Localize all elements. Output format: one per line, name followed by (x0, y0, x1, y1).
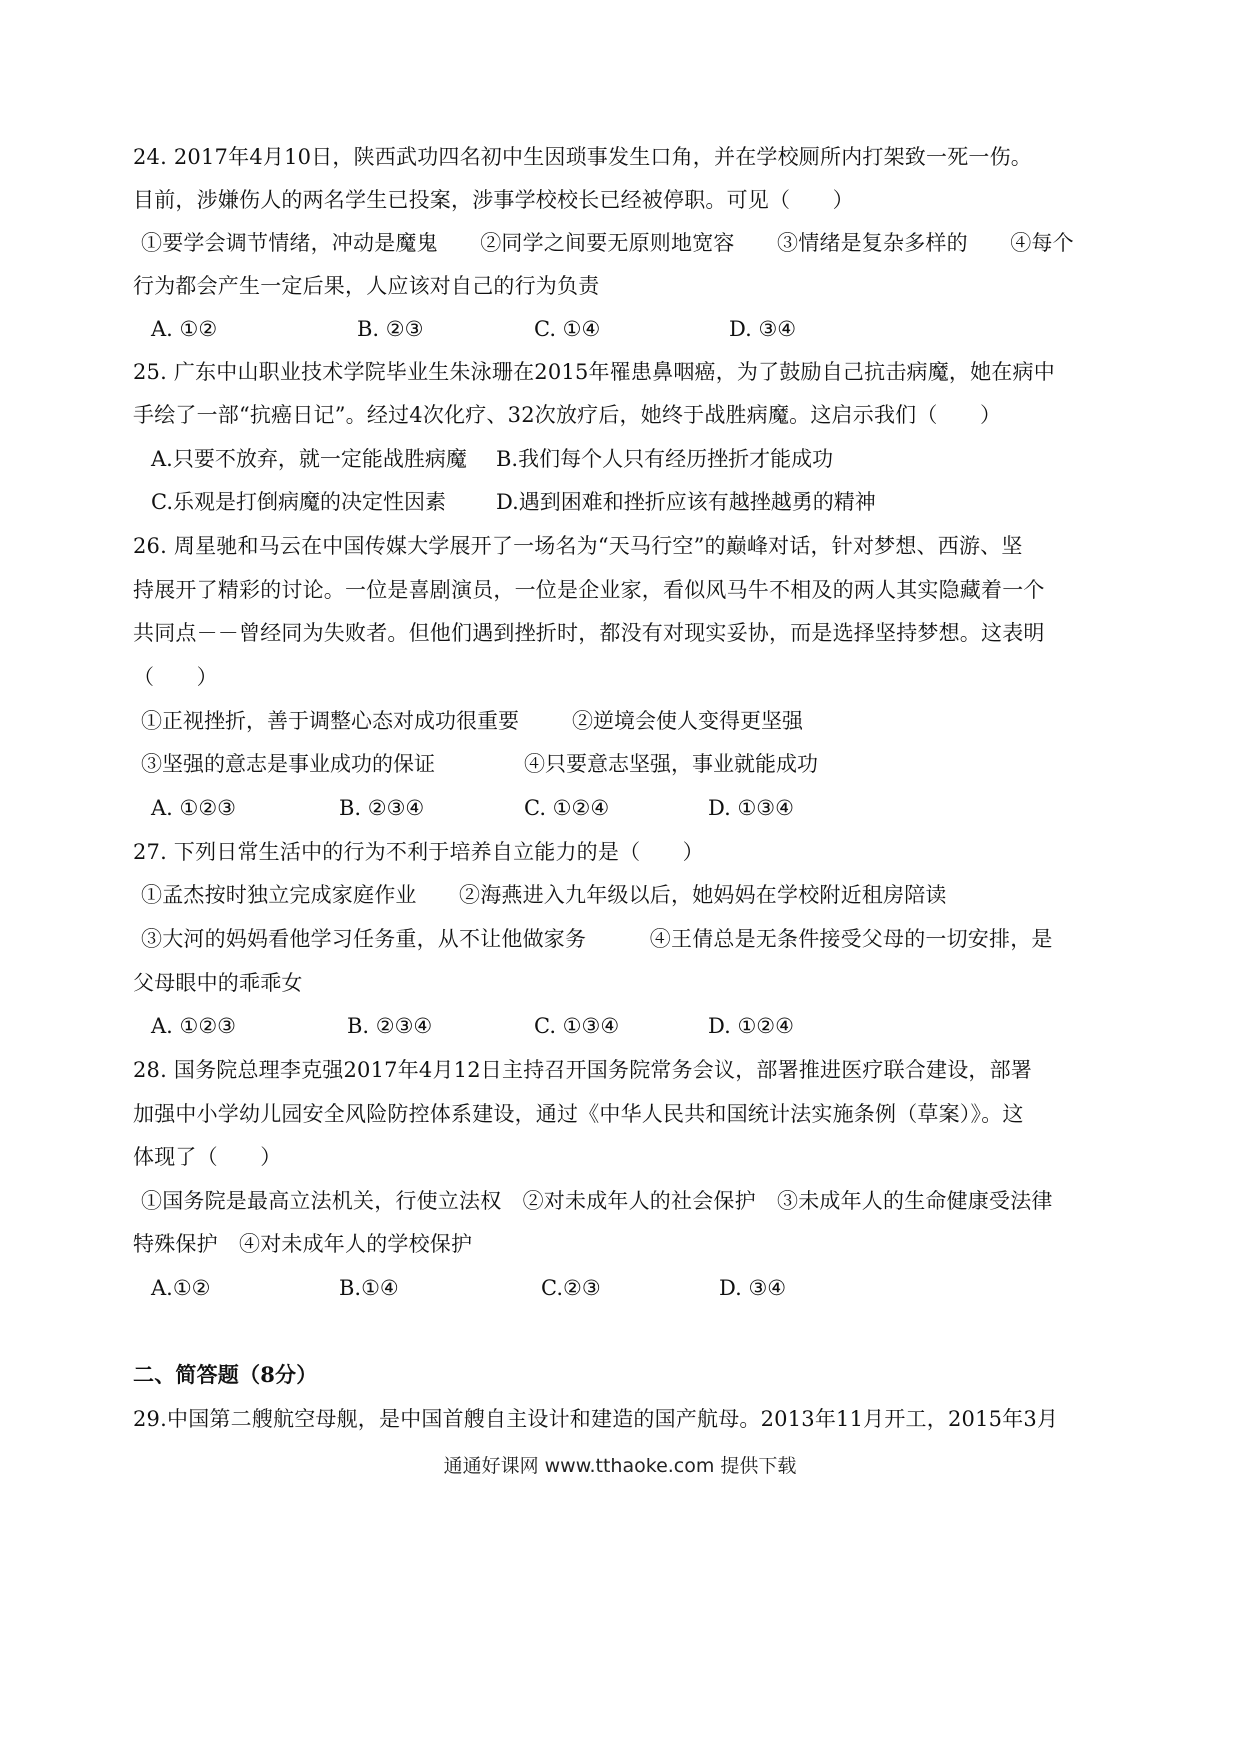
q25-stem-line-2: 手绘了一部“抗癌日记”。经过4次化疗、32次放疗后，她终于战胜病魔。这启示我们（ ） (133, 403, 1002, 427)
q27-statements-line-1: ①孟杰按时独立完成家庭作业 ②海燕进入九年级以后，她妈妈在学校附近租房陪读 (141, 883, 947, 907)
q24-statements-line-1: ①要学会调节情绪，冲动是魔鬼 ②同学之间要无原则地宽容 ③情绪是复杂多样的 ④每个 (141, 231, 1074, 255)
q28-stem-line-2: 加强中小学幼儿园安全风险防控体系建设，通过《中华人民共和国统计法实施条例（草案）》。这 (133, 1102, 1024, 1126)
q26-stem-line-4: （ ） (133, 665, 218, 689)
q25-options-row-1 (0, 444, 1240, 474)
q27-option-c: C. ①③④ (534, 1014, 620, 1038)
q28-option-c: C.②③ (541, 1276, 601, 1300)
q26-options (0, 793, 1240, 823)
q25-options-row-2 (0, 487, 1240, 517)
q26-statement-2: ②逆境会使人变得更坚强 (572, 709, 803, 733)
q27-option-a: A. ①②③ (151, 1014, 236, 1038)
q26-option-a: A. ①②③ (151, 796, 236, 820)
q24-option-a: A. ①② (151, 317, 218, 341)
q24-options (0, 314, 1240, 344)
q28-options (0, 1273, 1240, 1303)
q28-statements-line-2: 特殊保护 ④对未成年人的学校保护 (133, 1232, 473, 1256)
q28-stem-line-1: 28. 国务院总理李克强2017年4月12日主持召开国务院常务会议，部署推进医疗联合建设，部署 (133, 1058, 1032, 1082)
q24-statements-line-2: 行为都会产生一定后果，人应该对自己的行为负责 (133, 274, 600, 298)
q28-statements-line-1: ①国务院是最高立法机关，行使立法权 ②对未成年人的社会保护 ③未成年人的生命健康受法律 (141, 1189, 1053, 1213)
q26-option-d: D. ①③④ (708, 796, 794, 820)
q24-option-d: D. ③④ (729, 317, 797, 341)
q28-option-d: D. ③④ (719, 1276, 787, 1300)
q26-stem-line-2: 持展开了精彩的讨论。一位是喜剧演员，一位是企业家，看似风马牛不相及的两人其实隐藏着一个 (133, 578, 1045, 602)
q27-option-d: D. ①②④ (708, 1014, 794, 1038)
q27-stem-line-1: 27. 下列日常生活中的行为不利于培养自立能力的是（ ） (133, 840, 704, 864)
q27-statements-line-3: 父母眼中的乖乖女 (133, 971, 303, 995)
page-footer: 通通好课网 www.tthaoke.com 提供下载 (443, 1455, 797, 1477)
q25-option-b: B.我们每个人只有经历挫折才能成功 (496, 447, 834, 471)
q25-option-c: C.乐观是打倒病魔的决定性因素 (151, 490, 446, 514)
q26-statements-row-1 (0, 706, 1240, 736)
q24-option-b: B. ②③ (357, 317, 424, 341)
section-2-heading: 二、简答题（8分） (133, 1362, 318, 1387)
q24-stem-line-1: 24. 2017年4月10日，陕西武功四名初中生因琐事发生口角，并在学校厕所内打架致一死一伤。 (133, 145, 1032, 169)
q24-option-c: C. ①④ (534, 317, 601, 341)
q26-option-c: C. ①②④ (524, 796, 610, 820)
q26-statement-3: ③坚强的意志是事业成功的保证 (141, 752, 435, 776)
q27-statements-line-2: ③大河的妈妈看他学习任务重，从不让他做家务 ④王倩总是无条件接受父母的一切安排，是 (141, 927, 1053, 951)
q26-stem-line-1: 26. 周星驰和马云在中国传媒大学展开了一场名为“天马行空”的巅峰对话，针对梦想、西游、坚 (133, 534, 1023, 558)
q25-option-d: D.遇到困难和挫折应该有越挫越勇的精神 (496, 490, 876, 514)
q28-option-a: A.①② (151, 1276, 211, 1300)
q24-stem-line-2: 目前，涉嫌伤人的两名学生已投案，涉事学校校长已经被停职。可见（ ） (133, 188, 854, 212)
q26-stem-line-3: 共同点－－曾经同为失败者。但他们遇到挫折时，都没有对现实妥协，而是选择坚持梦想。这表明 (133, 621, 1045, 645)
q26-statement-4: ④只要意志坚强，事业就能成功 (524, 752, 818, 776)
q25-option-a: A.只要不放弃，就一定能战胜病魔 (151, 447, 467, 471)
q27-option-b: B. ②③④ (347, 1014, 433, 1038)
q27-options (0, 1011, 1240, 1041)
q26-option-b: B. ②③④ (339, 796, 425, 820)
q28-stem-line-3: 体现了（ ） (133, 1145, 282, 1169)
q26-statement-1: ①正视挫折，善于调整心态对成功很重要 (141, 709, 519, 733)
q25-stem-line-1: 25. 广东中山职业技术学院毕业生朱泳珊在2015年罹患鼻咽癌，为了鼓励自己抗击病魔，她在病中 (133, 360, 1055, 384)
q26-statements-row-2 (0, 749, 1240, 779)
q28-option-b: B.①④ (339, 1276, 399, 1300)
q29-stem-line-1: 29.中国第二艘航空母舰，是中国首艘自主设计和建造的国产航母。2013年11月开工，2015年3月 (133, 1407, 1059, 1431)
